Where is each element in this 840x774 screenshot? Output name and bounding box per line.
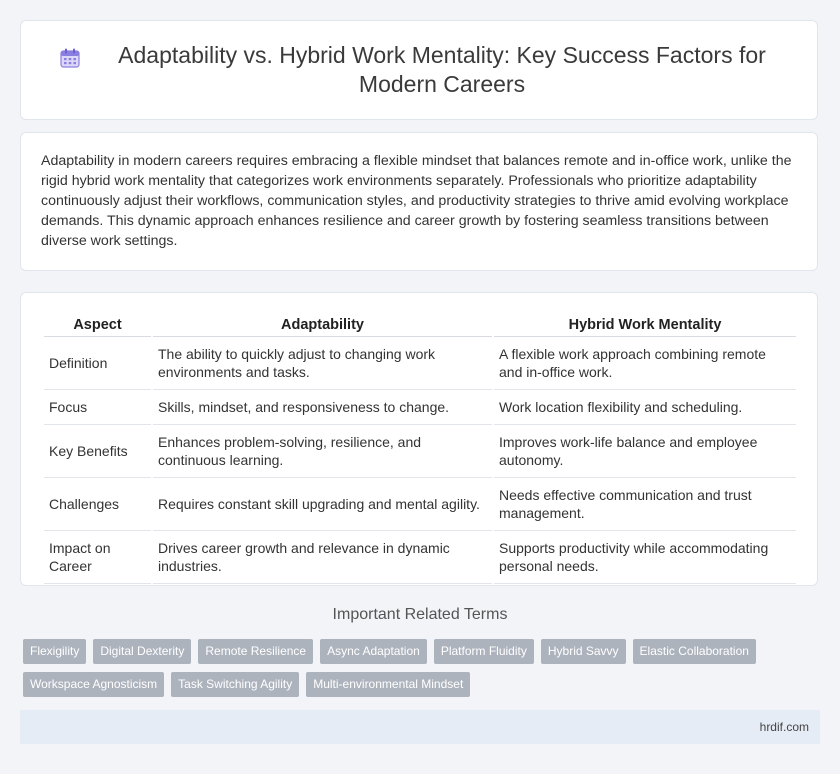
title-wrap	[59, 41, 779, 99]
row-aspect: Challenges	[44, 478, 151, 531]
comparison-card	[20, 292, 818, 586]
row-adaptability: The ability to quickly adjust to changing work environments and tasks.	[153, 337, 492, 390]
row-adaptability: Drives career growth and relevance in dynamic industries.	[153, 531, 492, 584]
term-tag[interactable]: Digital Dexterity	[93, 639, 191, 664]
term-tag[interactable]: Flexigility	[23, 639, 86, 664]
row-adaptability: Requires constant skill upgrading and mental agility.	[153, 478, 492, 531]
footer-site-link[interactable]: hrdif.com	[759, 720, 809, 734]
term-tag[interactable]: Multi-environmental Mindset	[306, 672, 470, 697]
term-tag[interactable]: Remote Resilience	[198, 639, 313, 664]
table-row	[44, 390, 796, 425]
row-adaptability: Enhances problem-solving, resilience, and continuous learning.	[153, 425, 492, 478]
table-row	[44, 425, 796, 478]
table-header-row	[44, 313, 796, 337]
table-row	[44, 531, 796, 584]
row-hybrid: Supports productivity while accommodating personal needs.	[494, 531, 796, 584]
row-aspect: Key Benefits	[44, 425, 151, 478]
related-terms-list	[23, 639, 813, 705]
row-hybrid: Improves work-life balance and employee autonomy.	[494, 425, 796, 478]
title-card	[20, 20, 818, 120]
header-adaptability: Adaptability	[153, 313, 492, 337]
term-tag[interactable]: Async Adaptation	[320, 639, 427, 664]
term-tag[interactable]: Elastic Collaboration	[633, 639, 756, 664]
table-row	[44, 337, 796, 390]
calendar-icon	[59, 47, 81, 69]
row-hybrid: Work location flexibility and scheduling.	[494, 390, 796, 425]
row-hybrid: A flexible work approach combining remote and in-office work.	[494, 337, 796, 390]
table-row	[44, 478, 796, 531]
footer	[20, 710, 820, 744]
row-aspect: Definition	[44, 337, 151, 390]
row-aspect: Impact on Career	[44, 531, 151, 584]
term-tag[interactable]: Task Switching Agility	[171, 672, 299, 697]
page-title: Adaptability vs. Hybrid Work Mentality: Key Success Factors for Modern Careers	[118, 42, 766, 97]
comparison-table	[42, 313, 798, 584]
term-tag[interactable]: Hybrid Savvy	[541, 639, 626, 664]
intro-paragraph: Adaptability in modern careers requires embracing a flexible mindset that balances remote and in-office work, unlike the rigid hybrid work mentality that categorizes work environments separately. Professionals who prioritize adaptability continuously adjust their workflows, communication styles, and productivity strategies to thrive amid evolving workplace demands. This dynamic approach enhances resilience and career growth by fostering seamless transitions between diverse work settings.	[41, 153, 792, 249]
row-hybrid: Needs effective communication and trust management.	[494, 478, 796, 531]
row-aspect: Focus	[44, 390, 151, 425]
header-hybrid: Hybrid Work Mentality	[494, 313, 796, 337]
related-terms-title: Important Related Terms	[332, 606, 508, 623]
intro-card	[20, 132, 818, 271]
row-adaptability: Skills, mindset, and responsiveness to change.	[153, 390, 492, 425]
term-tag[interactable]: Workspace Agnosticism	[23, 672, 164, 697]
header-aspect: Aspect	[44, 313, 151, 337]
term-tag[interactable]: Platform Fluidity	[434, 639, 534, 664]
